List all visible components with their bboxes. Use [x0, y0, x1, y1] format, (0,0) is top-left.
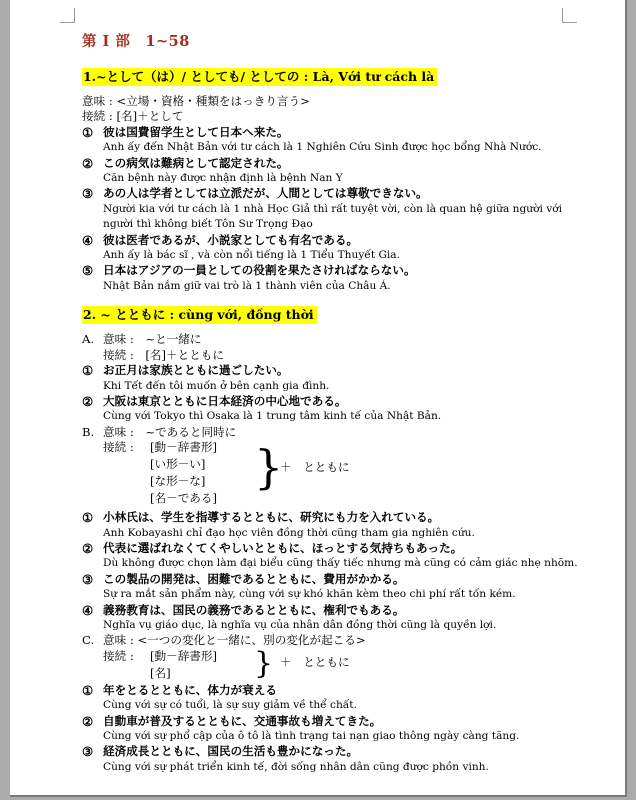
connection-form: [名－である] — [150, 491, 218, 506]
example-number: ② — [82, 540, 94, 556]
example-translation: Người kia với tư cách là 1 nhà Học Giả thì rất tuyệt vời, còn là quan hệ giữa người với — [103, 202, 562, 215]
connection-line: 接続 : [名]＋とともに — [103, 347, 224, 362]
example-number: ③ — [82, 744, 94, 760]
example-item — [82, 510, 602, 541]
example-number: ④ — [82, 232, 94, 248]
example-japanese: この製品の開発は、困難であるとともに、費用がかかる。 — [103, 571, 405, 586]
example-japanese: 日本はアジアの一員としての役割を果たさければならない。 — [103, 263, 416, 278]
example-japanese: 義務教育は、国民の義務であるとともに、権利でもある。 — [103, 602, 405, 617]
example-number: ③ — [82, 571, 94, 587]
example-number: ⑤ — [82, 263, 94, 279]
example-item — [82, 394, 602, 425]
meaning-line: 意味 : ~であると同時に — [103, 424, 237, 439]
example-number: ② — [82, 155, 94, 171]
example-item — [82, 125, 602, 156]
connection-suffix: ＋ とともに — [280, 460, 350, 475]
example-item — [82, 363, 602, 394]
example-translation: Anh Kobayashi chỉ đạo học viên đồng thời cũng tham gia nghiên cứu. — [103, 526, 475, 539]
example-japanese: 小林氏は、学生を指導するとともに、研究にも力を入れている。 — [103, 510, 440, 525]
margin-corner-mark — [60, 8, 75, 23]
example-translation: Cùng với Tokyo thì Osaka là 1 trung tâm kinh tế của Nhật Bản. — [103, 410, 442, 423]
example-translation: Cùng với sự có tuổi, là sự suy giảm về thể chất. — [103, 699, 357, 712]
example-translation-continued: người thì không biết Tôn Sư Trọng Đạo — [103, 218, 313, 231]
example-item — [82, 714, 602, 745]
example-japanese: 経済成長とともに、国民の生活も豊かになった。 — [103, 744, 359, 759]
subsection-letter: C. — [82, 633, 95, 648]
example-translation: Anh ấy đến Nhật Bản với tư cách là 1 Nghiên Cứu Sinh được học bổng Nhà Nước. — [103, 141, 542, 154]
example-number: ④ — [82, 602, 94, 618]
meaning-line: 意味 : ~と一緒に — [103, 332, 202, 347]
page-title: 第 I 部 1~58 — [82, 33, 190, 50]
meaning-line: 意味 : <一つの変化と一緒に、別の変化が起こる> — [103, 633, 366, 648]
example-translation: Sự ra mắt sản phẩm này, cùng với sự khó khăn kèm theo chi phí rất tốn kém. — [103, 588, 516, 601]
example-number: ② — [82, 393, 94, 409]
example-number: ③ — [82, 186, 94, 202]
example-translation: Cùng với sự phát triển kinh tế, đời sống nhân dân cũng được phồn vinh. — [103, 760, 489, 773]
example-japanese: 代表に選ばれなくてくやしいとともに、ほっとする気持ちもあった。 — [103, 540, 463, 555]
connection-label: 接続 : — [103, 648, 134, 663]
connection-form: [名] — [150, 665, 171, 680]
example-translation: Anh ấy là bác sĩ , và còn nổi tiếng là 1 Tiểu Thuyết Gia. — [103, 249, 400, 262]
example-item — [82, 541, 602, 572]
example-translation: Nghĩa vụ giáo dục, là nghĩa vụ của nhân dân đồng thời cũng là quyền lợi. — [103, 618, 497, 631]
example-translation: Khi Tết đến tôi muốn ở bên cạnh gia đình. — [103, 379, 330, 392]
example-number: ① — [82, 682, 94, 698]
example-translation: Căn bệnh này được nhận định là bệnh Nan Y — [103, 172, 343, 185]
connection-forms — [82, 440, 602, 510]
example-number: ① — [82, 124, 94, 140]
example-number: ① — [82, 510, 94, 526]
subsection-letter: A. — [82, 332, 95, 347]
example-item — [82, 233, 602, 264]
example-japanese: 大阪は東京とともに日本経済の中心地である。 — [103, 393, 347, 408]
connection-forms — [82, 645, 602, 683]
page-content — [82, 32, 602, 775]
example-item — [82, 603, 602, 634]
example-japanese: 年をとるとともに、体力が衰える — [103, 682, 277, 697]
section-heading-1: 1.~として（は）/ としても/ としての : Là, Với tư cách là — [82, 68, 437, 86]
example-item — [82, 744, 602, 775]
subsection-letter: B. — [82, 424, 95, 439]
connection-form: [動－辞書形] — [150, 440, 218, 455]
connection-form: [い形－い] — [150, 457, 206, 472]
connection-suffix: ＋ とともに — [280, 654, 350, 669]
example-item — [82, 263, 602, 294]
margin-corner-mark — [562, 8, 577, 23]
example-japanese: 彼は国費留学生として日本へ来た。 — [103, 124, 289, 139]
example-translation: Dù không được chọn làm đại biểu cũng thấy tiếc nhưng mà cũng có cảm giác nhẹ nhõm. — [103, 557, 578, 570]
curly-brace: } — [254, 645, 274, 681]
example-number: ① — [82, 363, 94, 379]
example-item — [82, 186, 602, 232]
meaning-line: 意味 : <立場・資格・種類をはっきり言う> — [82, 94, 310, 108]
example-japanese: 彼は医者であるが、小説家としても有名である。 — [103, 232, 359, 247]
example-item — [82, 156, 602, 187]
connection-label: 接続 : — [103, 440, 134, 455]
example-japanese: この病気は難病として認定された。 — [103, 155, 289, 170]
connection-line: 接続 : [名]＋として — [82, 109, 184, 124]
example-japanese: お正月は家族とともに過ごしたい。 — [103, 363, 289, 378]
example-item — [82, 572, 602, 603]
example-number: ② — [82, 713, 94, 729]
example-japanese: あの人は学者としては立派だが、人間としては尊敬できない。 — [103, 186, 428, 201]
connection-form: [動－辞書形] — [150, 648, 218, 663]
document-page — [10, 0, 627, 797]
curly-brace: } — [254, 440, 284, 495]
connection-form: [な形－な] — [150, 474, 206, 489]
example-translation: Nhật Bản nắm giữ vai trò là 1 thành viên của Châu Á. — [103, 279, 391, 292]
example-item — [82, 683, 602, 714]
section-heading-2: 2. ~ とともに : cùng với, đồng thời — [82, 306, 317, 324]
example-japanese: 自動車が普及するとともに、交通事故も増えてきた。 — [103, 713, 382, 728]
example-translation: Cùng với sự phổ cập của ô tô là tình trạng tai nạn giao thông ngày càng tăng. — [103, 730, 520, 742]
